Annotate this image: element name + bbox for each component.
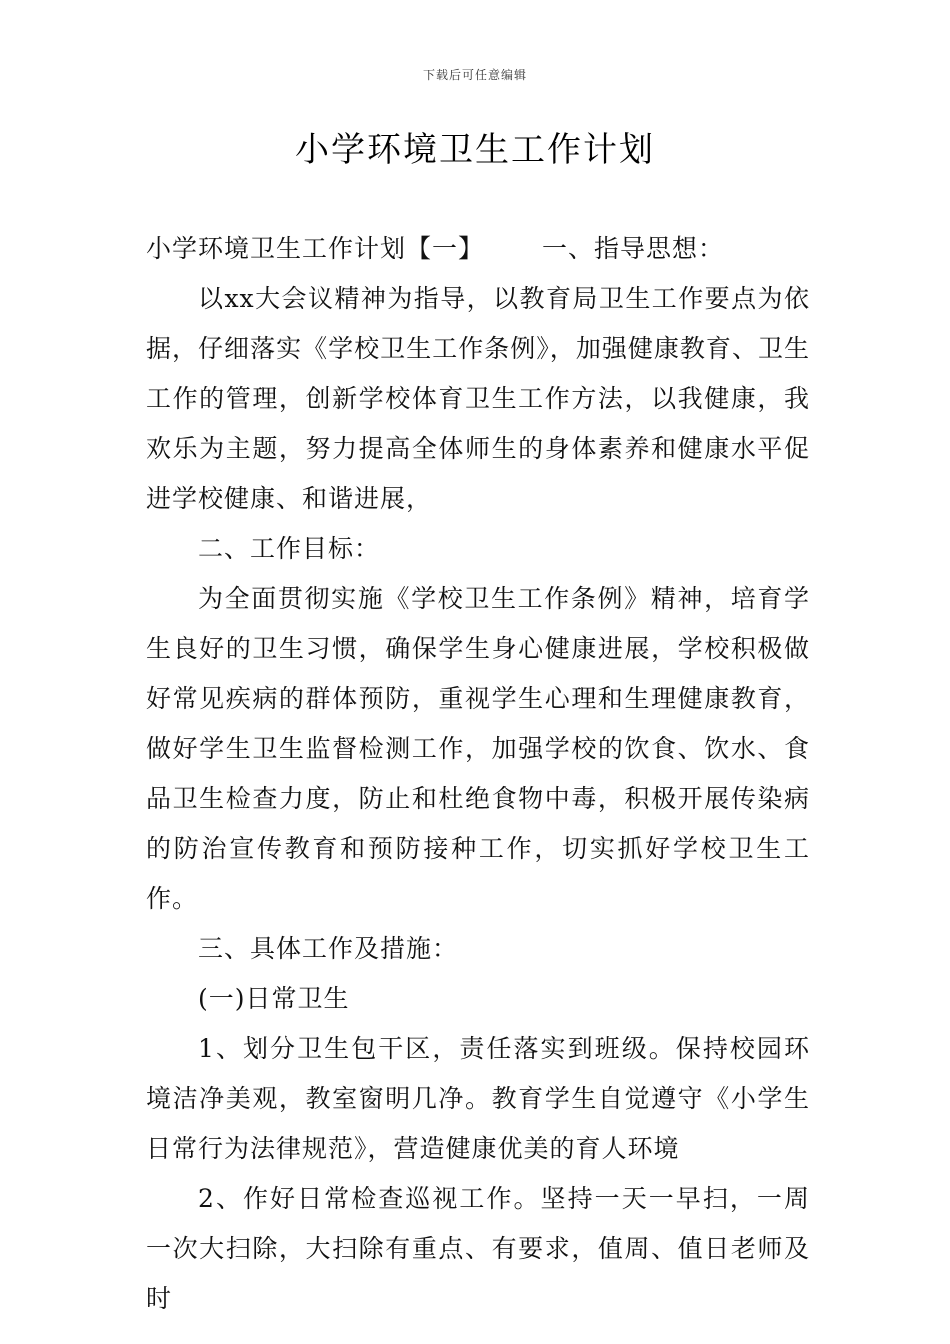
subsection-heading-daily-hygiene: (一)日常卫生 xyxy=(198,984,350,1013)
paragraph-item-1: 1、划分卫生包干区，责任落实到班级。保持校园环境洁净美观，教室窗明几净。教育学生自觉遵守《小学生日常行为法律规范》，营造健康优美的育人环境 xyxy=(146,1034,810,1163)
paragraph-work-goals: 为全面贯彻实施《学校卫生工作条例》精神，培育学生良好的卫生习惯，确保学生身心健康进展，学校积极做好常见疾病的群体预防，重视学生心理和生理健康教育，做好学生卫生监督检测工作，加强学校的饮食、饮水、食品卫生检查力度，防止和杜绝食物中毒，积极开展传染病的防治宣传教育和预防接种工作，切实抓好学校卫生工作。 xyxy=(146,584,810,913)
paragraph-item-2: 2、作好日常检查巡视工作。坚持一天一早扫，一周一次大扫除，大扫除有重点、有要求，值周、值日老师及时 xyxy=(146,1184,810,1313)
header-note: 下载后可任意编辑 xyxy=(422,68,527,82)
document-body xyxy=(146,224,810,1324)
section-heading-work-goals: 二、工作目标： xyxy=(198,534,381,563)
paragraph-guiding-ideology: 以xx大会议精神为指导，以教育局卫生工作要点为依据，仔细落实《学校卫生工作条例》，加强健康教育、卫生工作的管理，创新学校体育卫生工作方法，以我健康，我欢乐为主题，努力提高全体师生的身体素养和健康水平促进学校健康、和谐进展， xyxy=(146,284,810,513)
section-heading-measures: 三、具体工作及措施： xyxy=(198,934,459,963)
document-title: 小学环境卫生工作计划 xyxy=(295,130,655,170)
intro-gap xyxy=(484,224,542,274)
intro-line xyxy=(146,224,810,274)
section-heading-guiding-ideology: 一、指导思想： xyxy=(542,234,725,263)
intro-heading: 小学环境卫生工作计划【一】 xyxy=(146,234,485,263)
